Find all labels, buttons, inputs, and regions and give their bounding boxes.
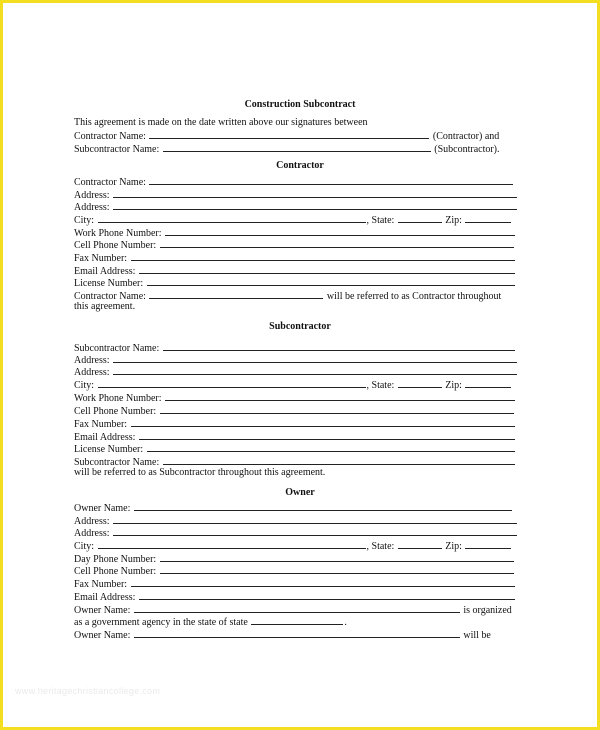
- contractor-name-field[interactable]: [149, 175, 513, 185]
- contractor-work-phone-field[interactable]: [165, 226, 515, 236]
- owner-agency-row: [74, 615, 534, 629]
- owner-address2-row: [74, 526, 534, 540]
- owner-address2-field[interactable]: [113, 526, 517, 536]
- document-title: Construction Subcontract: [244, 99, 356, 110]
- contractor-referral-tail-row: [74, 301, 534, 313]
- subcontractor-city-label: City:: [74, 380, 95, 391]
- owner-agency-state-field[interactable]: [251, 615, 343, 625]
- contractor-referral-label: Contractor Name:: [74, 291, 146, 302]
- contractor-cell-phone-field[interactable]: [160, 238, 514, 248]
- owner-zip-label: Zip:: [445, 541, 462, 552]
- subcontractor-zip-field[interactable]: [465, 378, 511, 388]
- owner-cell-phone-field[interactable]: [160, 564, 514, 574]
- contractor-fax-label: Fax Number:: [74, 253, 128, 264]
- owner-city-label: City:: [74, 541, 95, 552]
- intro-line: [74, 117, 534, 129]
- owner-email-row: [74, 590, 534, 604]
- subcontractor-state-label: , State:: [366, 380, 395, 391]
- intro-subcontractor-row: [74, 142, 534, 156]
- owner-state-label: , State:: [366, 541, 395, 552]
- owner-heading: Owner: [285, 487, 315, 498]
- subcontractor-work-phone-row: [74, 391, 534, 405]
- subcontractor-name-label: Subcontractor Name:: [74, 343, 160, 354]
- subcontractor-zip-label: Zip:: [445, 380, 462, 391]
- subcontractor-fax-field[interactable]: [131, 417, 515, 427]
- subcontractor-address2-field[interactable]: [113, 365, 517, 375]
- owner-fax-field[interactable]: [131, 577, 515, 587]
- subcontractor-cell-phone-label: Cell Phone Number:: [74, 406, 157, 417]
- intro-subcontractor-suffix: (Subcontractor).: [434, 144, 500, 155]
- contractor-zip-field[interactable]: [465, 213, 511, 223]
- subcontractor-work-phone-label: Work Phone Number:: [74, 393, 162, 404]
- intro-subcontractor-field[interactable]: [163, 142, 431, 152]
- subcontractor-referral-tail: will be referred to as Subcontractor throughout this agreement.: [74, 467, 326, 478]
- subcontractor-email-label: Email Address:: [74, 432, 136, 443]
- intro-contractor-suffix: (Contractor) and: [432, 131, 500, 142]
- subcontractor-address2-row: [74, 365, 534, 379]
- subcontractor-state-field[interactable]: [398, 378, 442, 388]
- subcontractor-cell-phone-row: [74, 404, 534, 418]
- subcontractor-referral-label: Subcontractor Name:: [74, 457, 160, 468]
- owner-org-field[interactable]: [134, 603, 460, 613]
- contractor-state-label: , State:: [366, 215, 395, 226]
- intro-contractor-row: [74, 129, 534, 143]
- owner-state-field[interactable]: [398, 539, 442, 549]
- contractor-cell-phone-row: [74, 238, 534, 252]
- intro-text: This agreement is made on the date written above our signatures between: [74, 117, 368, 128]
- contractor-referral-tail: this agreement.: [74, 301, 136, 312]
- subcontractor-cell-phone-field[interactable]: [160, 404, 514, 414]
- contractor-email-label: Email Address:: [74, 266, 136, 277]
- owner-fax-row: [74, 577, 534, 591]
- subcontractor-city-field[interactable]: [98, 378, 366, 388]
- contractor-address2-label: Address:: [74, 202, 110, 213]
- owner-email-label: Email Address:: [74, 592, 136, 603]
- contractor-license-row: [74, 276, 534, 290]
- contractor-name-row: [74, 175, 534, 189]
- subcontractor-city-row: [74, 378, 534, 392]
- owner-org-suffix: is organized: [463, 605, 512, 616]
- owner-address1-field[interactable]: [113, 514, 517, 524]
- contractor-referral-field[interactable]: [149, 289, 323, 299]
- owner-last-row: [74, 628, 534, 642]
- subcontractor-license-field[interactable]: [147, 442, 515, 452]
- intro-subcontractor-label: Subcontractor Name:: [74, 144, 160, 155]
- owner-org-label: Owner Name:: [74, 605, 131, 616]
- contractor-city-label: City:: [74, 215, 95, 226]
- owner-name-label: Owner Name:: [74, 503, 131, 514]
- contractor-state-field[interactable]: [398, 213, 442, 223]
- contractor-work-phone-label: Work Phone Number:: [74, 228, 162, 239]
- subcontractor-referral-tail-row: [74, 467, 534, 479]
- subcontractor-fax-row: [74, 417, 534, 431]
- contractor-city-field[interactable]: [98, 213, 366, 223]
- contractor-license-label: License Number:: [74, 278, 144, 289]
- contractor-fax-field[interactable]: [131, 251, 515, 261]
- subcontractor-address1-field[interactable]: [113, 353, 517, 363]
- subcontractor-email-field[interactable]: [139, 430, 515, 440]
- contractor-address2-field[interactable]: [113, 200, 517, 210]
- contractor-address2-row: [74, 200, 534, 214]
- contractor-referral-suffix: will be referred to as Contractor throughout: [326, 291, 502, 302]
- contractor-name-label: Contractor Name:: [74, 177, 146, 188]
- subcontractor-heading: Subcontractor: [269, 321, 331, 332]
- owner-name-row: [74, 501, 534, 515]
- contractor-email-field[interactable]: [139, 264, 515, 274]
- owner-last-field[interactable]: [134, 628, 460, 638]
- subcontractor-fax-label: Fax Number:: [74, 419, 128, 430]
- owner-cell-phone-row: [74, 564, 534, 578]
- owner-last-label: Owner Name:: [74, 630, 131, 641]
- contractor-city-row: [74, 213, 534, 227]
- owner-cell-phone-label: Cell Phone Number:: [74, 566, 157, 577]
- contractor-address1-label: Address:: [74, 190, 110, 201]
- owner-address2-label: Address:: [74, 528, 110, 539]
- owner-agency-end: .: [344, 617, 347, 628]
- owner-zip-field[interactable]: [465, 539, 511, 549]
- owner-name-field[interactable]: [134, 501, 512, 511]
- subcontractor-address2-label: Address:: [74, 367, 110, 378]
- intro-contractor-label: Contractor Name:: [74, 131, 146, 142]
- contractor-heading: Contractor: [276, 160, 324, 171]
- watermark: www.heritagechristiancollege.com: [15, 686, 161, 696]
- owner-day-phone-field[interactable]: [160, 552, 514, 562]
- subcontractor-license-row: [74, 442, 534, 456]
- contractor-address1-field[interactable]: [113, 188, 517, 198]
- owner-day-phone-label: Day Phone Number:: [74, 554, 157, 565]
- contractor-cell-phone-label: Cell Phone Number:: [74, 240, 157, 251]
- owner-city-field[interactable]: [98, 539, 366, 549]
- owner-agency-prefix: as a government agency in the state of state: [74, 617, 248, 628]
- owner-address1-label: Address:: [74, 516, 110, 527]
- intro-contractor-field[interactable]: [149, 129, 429, 139]
- contractor-zip-label: Zip:: [445, 215, 462, 226]
- subcontractor-license-label: License Number:: [74, 444, 144, 455]
- document-page: [3, 3, 597, 727]
- owner-last-suffix: will be: [463, 630, 491, 641]
- owner-fax-label: Fax Number:: [74, 579, 128, 590]
- subcontractor-work-phone-field[interactable]: [165, 391, 515, 401]
- subcontractor-referral-field[interactable]: [163, 455, 515, 465]
- contractor-fax-row: [74, 251, 534, 265]
- subcontractor-address1-label: Address:: [74, 355, 110, 366]
- subcontractor-name-field[interactable]: [163, 341, 515, 351]
- owner-email-field[interactable]: [139, 590, 515, 600]
- contractor-license-field[interactable]: [147, 276, 515, 286]
- owner-city-row: [74, 539, 534, 553]
